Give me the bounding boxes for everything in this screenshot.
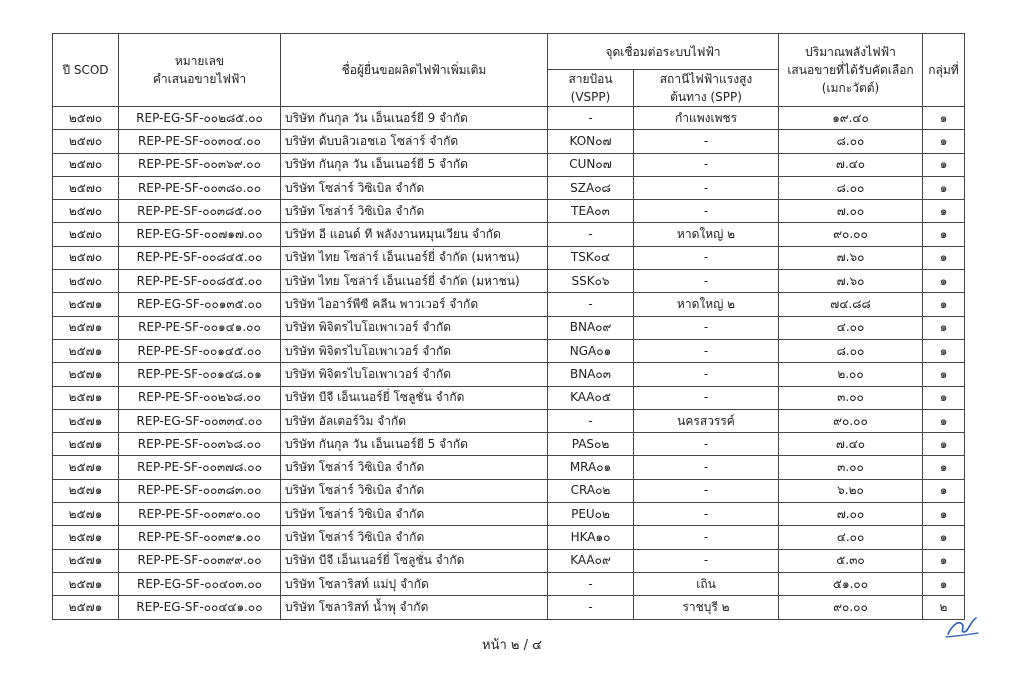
table-body bbox=[53, 107, 965, 620]
header-group: กลุ่มที่ bbox=[923, 34, 965, 107]
cell-year: ๒๕๗๐ bbox=[53, 176, 119, 199]
header-vspp: สายป้อน (VSPP) bbox=[548, 70, 634, 107]
cell-ref: REP-EG-SF-๐๐๒๘๕.๐๐ bbox=[119, 107, 281, 130]
cell-company: บริษัท โซล่าร์ วิซิเบิล จำกัด bbox=[281, 479, 548, 502]
cell-group: ๑ bbox=[923, 339, 965, 362]
cell-spp: หาดใหญ่ ๒ bbox=[634, 223, 779, 246]
table-row bbox=[53, 316, 965, 339]
cell-mw: ๗.๔๐ bbox=[779, 153, 923, 176]
cell-spp: เถิน bbox=[634, 572, 779, 595]
cell-group: ๑ bbox=[923, 246, 965, 269]
cell-vspp: - bbox=[548, 223, 634, 246]
cell-company: บริษัท อี แอนด์ ที พลังงานหมุนเวียน จำกัด bbox=[281, 223, 548, 246]
cell-company: บริษัท กันกุล วัน เอ็นเนอร์ยี 9 จำกัด bbox=[281, 107, 548, 130]
cell-group: ๑ bbox=[923, 270, 965, 293]
cell-spp: - bbox=[634, 153, 779, 176]
table-row bbox=[53, 503, 965, 526]
cell-company: บริษัท พิจิตรไบโอเพาเวอร์ จำกัด bbox=[281, 363, 548, 386]
cell-ref: REP-EG-SF-๐๐๔๔๑.๐๐ bbox=[119, 596, 281, 619]
cell-year: ๒๕๗๑ bbox=[53, 339, 119, 362]
table-row bbox=[53, 270, 965, 293]
cell-spp: - bbox=[634, 200, 779, 223]
header-year: ปี SCOD bbox=[53, 34, 119, 107]
cell-mw: ๖.๒๐ bbox=[779, 479, 923, 502]
cell-spp: - bbox=[634, 246, 779, 269]
cell-group: ๑ bbox=[923, 153, 965, 176]
cell-ref: REP-PE-SF-๐๐๓๘๐.๐๐ bbox=[119, 176, 281, 199]
cell-year: ๒๕๗๐ bbox=[53, 223, 119, 246]
cell-vspp: PAS๐๒ bbox=[548, 433, 634, 456]
cell-year: ๒๕๗๑ bbox=[53, 503, 119, 526]
initials-signature bbox=[942, 612, 982, 640]
cell-company: บริษัท บีจี เอ็นเนอร์ยี่ โซลูชั่น จำกัด bbox=[281, 549, 548, 572]
cell-ref: REP-EG-SF-๐๐๔๐๓.๐๐ bbox=[119, 572, 281, 595]
cell-mw: ๗.๐๐ bbox=[779, 503, 923, 526]
cell-ref: REP-PE-SF-๐๐๑๔๑.๐๐ bbox=[119, 316, 281, 339]
cell-ref: REP-PE-SF-๐๐๘๕๕.๐๐ bbox=[119, 270, 281, 293]
cell-vspp: KON๐๗ bbox=[548, 130, 634, 153]
cell-company: บริษัท โซลาริสท์ แม่ปุ จำกัด bbox=[281, 572, 548, 595]
cell-spp: - bbox=[634, 316, 779, 339]
cell-year: ๒๕๗๑ bbox=[53, 549, 119, 572]
cell-mw: ๓.๐๐ bbox=[779, 456, 923, 479]
cell-company: บริษัท โซล่าร์ วิซิเบิล จำกัด bbox=[281, 200, 548, 223]
cell-year: ๒๕๗๑ bbox=[53, 386, 119, 409]
cell-mw: ๙๐.๐๐ bbox=[779, 223, 923, 246]
cell-company: บริษัท อัลเตอร์วิม จำกัด bbox=[281, 409, 548, 432]
cell-group: ๑ bbox=[923, 433, 965, 456]
cell-company: บริษัท โซล่าร์ วิซิเบิล จำกัด bbox=[281, 526, 548, 549]
cell-vspp: CRA๐๒ bbox=[548, 479, 634, 502]
cell-year: ๒๕๗๑ bbox=[53, 572, 119, 595]
cell-company: บริษัท ดับบลิวเอชเอ โซล่าร์ จำกัด bbox=[281, 130, 548, 153]
cell-vspp: - bbox=[548, 293, 634, 316]
cell-ref: REP-PE-SF-๐๐๓๖๙.๐๐ bbox=[119, 153, 281, 176]
cell-vspp: BNA๐๙ bbox=[548, 316, 634, 339]
header-company: ชื่อผู้ยื่นขอผลิตไฟฟ้าเพิ่มเติม bbox=[281, 34, 548, 107]
table-row bbox=[53, 549, 965, 572]
cell-year: ๒๕๗๑ bbox=[53, 433, 119, 456]
cell-group: ๑ bbox=[923, 200, 965, 223]
cell-ref: REP-PE-SF-๐๐๒๖๘.๐๐ bbox=[119, 386, 281, 409]
cell-spp: - bbox=[634, 503, 779, 526]
cell-ref: REP-PE-SF-๐๐๓๘๓.๐๐ bbox=[119, 479, 281, 502]
cell-ref: REP-PE-SF-๐๐๓๙๑.๐๐ bbox=[119, 526, 281, 549]
cell-year: ๒๕๗๑ bbox=[53, 596, 119, 619]
cell-year: ๒๕๗๑ bbox=[53, 316, 119, 339]
table-row bbox=[53, 572, 965, 595]
table-row bbox=[53, 363, 965, 386]
table-row bbox=[53, 153, 965, 176]
cell-ref: REP-PE-SF-๐๐๘๔๕.๐๐ bbox=[119, 246, 281, 269]
header-connection: จุดเชื่อมต่อระบบไฟฟ้า bbox=[548, 34, 779, 70]
cell-mw: ๑๙.๔๐ bbox=[779, 107, 923, 130]
cell-ref: REP-EG-SF-๐๐๑๓๕.๐๐ bbox=[119, 293, 281, 316]
cell-year: ๒๕๗๑ bbox=[53, 526, 119, 549]
cell-ref: REP-PE-SF-๐๐๑๔๕.๐๐ bbox=[119, 339, 281, 362]
cell-year: ๒๕๗๐ bbox=[53, 200, 119, 223]
table-row bbox=[53, 176, 965, 199]
table-row bbox=[53, 386, 965, 409]
cell-spp: - bbox=[634, 386, 779, 409]
cell-vspp: SZA๐๘ bbox=[548, 176, 634, 199]
cell-mw: ๗.๔๐ bbox=[779, 433, 923, 456]
cell-mw: ๙๐.๐๐ bbox=[779, 596, 923, 619]
cell-company: บริษัท กันกุล วัน เอ็นเนอร์ยี 5 จำกัด bbox=[281, 433, 548, 456]
page-number: หน้า ๒ / ๔ bbox=[482, 638, 542, 653]
cell-mw: ๗.๐๐ bbox=[779, 200, 923, 223]
cell-year: ๒๕๗๑ bbox=[53, 456, 119, 479]
cell-group: ๑ bbox=[923, 409, 965, 432]
cell-mw: ๒.๐๐ bbox=[779, 363, 923, 386]
cell-spp: กำแพงเพชร bbox=[634, 107, 779, 130]
cell-company: บริษัท ไทย โซล่าร์ เอ็นเนอร์ยี่ จำกัด (มหาชน) bbox=[281, 270, 548, 293]
cell-spp: ราชบุรี ๒ bbox=[634, 596, 779, 619]
cell-year: ๒๕๗๑ bbox=[53, 363, 119, 386]
cell-spp: - bbox=[634, 176, 779, 199]
cell-vspp: TSK๐๔ bbox=[548, 246, 634, 269]
table-row bbox=[53, 107, 965, 130]
cell-group: ๑ bbox=[923, 107, 965, 130]
cell-mw: ๘.๐๐ bbox=[779, 130, 923, 153]
cell-group: ๑ bbox=[923, 316, 965, 339]
cell-group: ๑ bbox=[923, 223, 965, 246]
cell-mw: ๙๐.๐๐ bbox=[779, 409, 923, 432]
cell-mw: ๘.๐๐ bbox=[779, 176, 923, 199]
cell-group: ๑ bbox=[923, 479, 965, 502]
cell-year: ๒๕๗๐ bbox=[53, 246, 119, 269]
cell-ref: REP-PE-SF-๐๐๑๔๘.๐๑ bbox=[119, 363, 281, 386]
cell-spp: - bbox=[634, 456, 779, 479]
cell-mw: ๕.๓๐ bbox=[779, 549, 923, 572]
cell-company: บริษัท พิจิตรไบโอเพาเวอร์ จำกัด bbox=[281, 316, 548, 339]
data-table-container bbox=[52, 33, 964, 620]
cell-mw: ๘.๐๐ bbox=[779, 339, 923, 362]
cell-group: ๑ bbox=[923, 293, 965, 316]
cell-ref: REP-PE-SF-๐๐๓๘๕.๐๐ bbox=[119, 200, 281, 223]
cell-vspp: NGA๐๑ bbox=[548, 339, 634, 362]
cell-spp: - bbox=[634, 526, 779, 549]
cell-mw: ๗๔.๘๘ bbox=[779, 293, 923, 316]
cell-year: ๒๕๗๑ bbox=[53, 409, 119, 432]
cell-vspp: MRA๐๑ bbox=[548, 456, 634, 479]
cell-group: ๒ bbox=[923, 596, 965, 619]
cell-spp: - bbox=[634, 339, 779, 362]
table-row bbox=[53, 526, 965, 549]
cell-group: ๑ bbox=[923, 503, 965, 526]
cell-vspp: - bbox=[548, 572, 634, 595]
table-row bbox=[53, 246, 965, 269]
cell-year: ๒๕๗๐ bbox=[53, 153, 119, 176]
cell-company: บริษัท โซล่าร์ วิซิเบิล จำกัด bbox=[281, 503, 548, 526]
cell-vspp: HKA๑๐ bbox=[548, 526, 634, 549]
cell-mw: ๔.๐๐ bbox=[779, 526, 923, 549]
cell-spp: - bbox=[634, 549, 779, 572]
header-spp: สถานีไฟฟ้าแรงสูง ต้นทาง (SPP) bbox=[634, 70, 779, 107]
cell-company: บริษัท โซลาริสท์ น้ำพุ จำกัด bbox=[281, 596, 548, 619]
cell-vspp: CUN๐๗ bbox=[548, 153, 634, 176]
cell-vspp: - bbox=[548, 596, 634, 619]
cell-ref: REP-EG-SF-๐๐๗๑๗.๐๐ bbox=[119, 223, 281, 246]
cell-year: ๒๕๗๐ bbox=[53, 130, 119, 153]
table-row bbox=[53, 130, 965, 153]
table-row bbox=[53, 339, 965, 362]
cell-year: ๒๕๗๑ bbox=[53, 293, 119, 316]
cell-company: บริษัท โซล่าร์ วิซิเบิล จำกัด bbox=[281, 456, 548, 479]
cell-group: ๑ bbox=[923, 130, 965, 153]
cell-spp: หาดใหญ่ ๒ bbox=[634, 293, 779, 316]
table-row bbox=[53, 223, 965, 246]
cell-company: บริษัท โซล่าร์ วิซิเบิล จำกัด bbox=[281, 176, 548, 199]
cell-ref: REP-EG-SF-๐๐๓๓๔.๐๐ bbox=[119, 409, 281, 432]
cell-spp: - bbox=[634, 363, 779, 386]
cell-ref: REP-PE-SF-๐๐๓๖๘.๐๐ bbox=[119, 433, 281, 456]
table-row bbox=[53, 293, 965, 316]
cell-company: บริษัท พิจิตรไบโอเพาเวอร์ จำกัด bbox=[281, 339, 548, 362]
cell-company: บริษัท ไทย โซล่าร์ เอ็นเนอร์ยี่ จำกัด (มหาชน) bbox=[281, 246, 548, 269]
cell-group: ๑ bbox=[923, 176, 965, 199]
cell-company: บริษัท กันกุล วัน เอ็นเนอร์ยี 5 จำกัด bbox=[281, 153, 548, 176]
cell-mw: ๗.๖๐ bbox=[779, 246, 923, 269]
cell-mw: ๕๑.๐๐ bbox=[779, 572, 923, 595]
header-power: ปริมาณพลังไฟฟ้า เสนอขายที่ได้รับคัดเลือก (เมกะวัตต์) bbox=[779, 34, 923, 107]
table-row bbox=[53, 409, 965, 432]
cell-vspp: KAA๐๕ bbox=[548, 386, 634, 409]
cell-group: ๑ bbox=[923, 526, 965, 549]
cell-spp: นครสวรรค์ bbox=[634, 409, 779, 432]
table-row bbox=[53, 200, 965, 223]
cell-spp: - bbox=[634, 479, 779, 502]
cell-spp: - bbox=[634, 270, 779, 293]
cell-vspp: - bbox=[548, 107, 634, 130]
cell-group: ๑ bbox=[923, 572, 965, 595]
cell-vspp: - bbox=[548, 409, 634, 432]
cell-year: ๒๕๗๐ bbox=[53, 107, 119, 130]
table-row bbox=[53, 433, 965, 456]
header-ref: หมายเลข คำเสนอขายไฟฟ้า bbox=[119, 34, 281, 107]
cell-vspp: TEA๐๓ bbox=[548, 200, 634, 223]
cell-mw: ๓.๐๐ bbox=[779, 386, 923, 409]
cell-ref: REP-PE-SF-๐๐๓๐๔.๐๐ bbox=[119, 130, 281, 153]
cell-group: ๑ bbox=[923, 363, 965, 386]
cell-vspp: PEU๐๒ bbox=[548, 503, 634, 526]
offer-table bbox=[52, 33, 965, 620]
cell-year: ๒๕๗๐ bbox=[53, 270, 119, 293]
cell-ref: REP-PE-SF-๐๐๓๗๘.๐๐ bbox=[119, 456, 281, 479]
cell-year: ๒๕๗๑ bbox=[53, 479, 119, 502]
cell-company: บริษัท บีจี เอ็นเนอร์ยี่ โซลูชั่น จำกัด bbox=[281, 386, 548, 409]
cell-mw: ๔.๐๐ bbox=[779, 316, 923, 339]
table-row bbox=[53, 596, 965, 619]
cell-group: ๑ bbox=[923, 549, 965, 572]
cell-vspp: BNA๐๓ bbox=[548, 363, 634, 386]
table-row bbox=[53, 479, 965, 502]
cell-vspp: SSK๐๖ bbox=[548, 270, 634, 293]
cell-ref: REP-PE-SF-๐๐๓๙๐.๐๐ bbox=[119, 503, 281, 526]
table-row bbox=[53, 456, 965, 479]
cell-company: บริษัท ไออาร์พีซี คลีน พาวเวอร์ จำกัด bbox=[281, 293, 548, 316]
cell-ref: REP-PE-SF-๐๐๓๙๙.๐๐ bbox=[119, 549, 281, 572]
cell-vspp: KAA๐๙ bbox=[548, 549, 634, 572]
cell-group: ๑ bbox=[923, 456, 965, 479]
cell-mw: ๗.๖๐ bbox=[779, 270, 923, 293]
cell-spp: - bbox=[634, 130, 779, 153]
cell-spp: - bbox=[634, 433, 779, 456]
cell-group: ๑ bbox=[923, 386, 965, 409]
